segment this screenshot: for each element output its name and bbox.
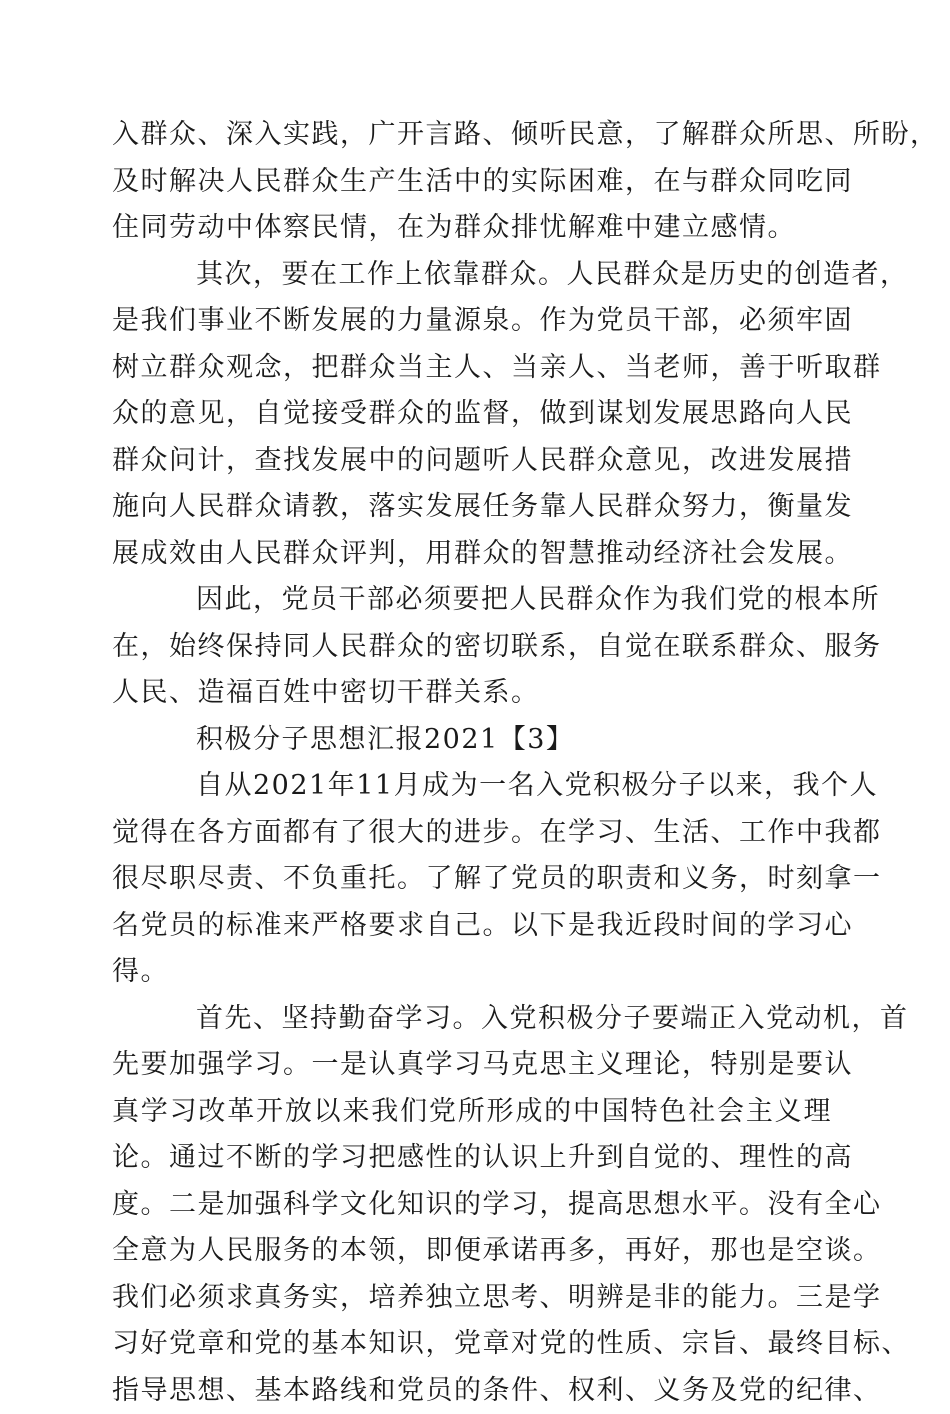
text-line: 施向人民群众请教，落实发展任务靠人民群众努力，衡量发	[112, 484, 832, 531]
text-line: 得。	[112, 949, 832, 996]
text-line: 积极分子思想汇报2021【3】	[112, 717, 832, 764]
text-line: 展成效由人民群众评判，用群众的智慧推动经济社会发展。	[112, 531, 832, 578]
text-line: 论。通过不断的学习把感性的认识上升到自觉的、理性的高	[112, 1135, 832, 1182]
text-line: 觉得在各方面都有了很大的进步。在学习、生活、工作中我都	[112, 810, 832, 857]
text-line: 众的意见，自觉接受群众的监督，做到谋划发展思路向人民	[112, 391, 832, 438]
text-line: 习好党章和党的基本知识，党章对党的性质、宗旨、最终目标、	[112, 1321, 832, 1368]
text-line: 自从2021年11月成为一名入党积极分子以来，我个人	[112, 763, 832, 810]
text-line: 全意为人民服务的本领，即便承诺再多，再好，那也是空谈。	[112, 1228, 832, 1275]
text-line: 因此，党员干部必须要把人民群众作为我们党的根本所	[112, 577, 832, 624]
text-line: 首先、坚持勤奋学习。入党积极分子要端正入党动机，首	[112, 996, 832, 1043]
text-line: 真学习改革开放以来我们党所形成的中国特色社会主义理	[112, 1089, 832, 1136]
text-line: 及时解决人民群众生产生活中的实际困难，在与群众同吃同	[112, 159, 832, 206]
text-line: 其次，要在工作上依靠群众。人民群众是历史的创造者，	[112, 252, 832, 299]
text-line: 入群众、深入实践，广开言路、倾听民意，了解群众所思、所盼，	[112, 112, 832, 159]
text-line: 在，始终保持同人民群众的密切联系，自觉在联系群众、服务	[112, 624, 832, 671]
text-line: 很尽职尽责、不负重托。了解了党员的职责和义务，时刻拿一	[112, 856, 832, 903]
text-line: 树立群众观念，把群众当主人、当亲人、当老师，善于听取群	[112, 345, 832, 392]
text-line: 群众问计，查找发展中的问题听人民群众意见，改进发展措	[112, 438, 832, 485]
text-line: 指导思想、基本路线和党员的条件、权利、义务及党的纪律、	[112, 1368, 832, 1414]
text-line: 先要加强学习。一是认真学习马克思主义理论，特别是要认	[112, 1042, 832, 1089]
text-line: 我们必须求真务实，培养独立思考、明辨是非的能力。三是学	[112, 1275, 832, 1322]
text-line: 人民、造福百姓中密切干群关系。	[112, 670, 832, 717]
text-line: 是我们事业不断发展的力量源泉。作为党员干部，必须牢固	[112, 298, 832, 345]
text-line: 住同劳动中体察民情，在为群众排忧解难中建立感情。	[112, 205, 832, 252]
text-line: 名党员的标准来严格要求自己。以下是我近段时间的学习心	[112, 903, 832, 950]
text-line: 度。二是加强科学文化知识的学习，提高思想水平。没有全心	[112, 1182, 832, 1229]
document-body	[112, 112, 832, 1414]
